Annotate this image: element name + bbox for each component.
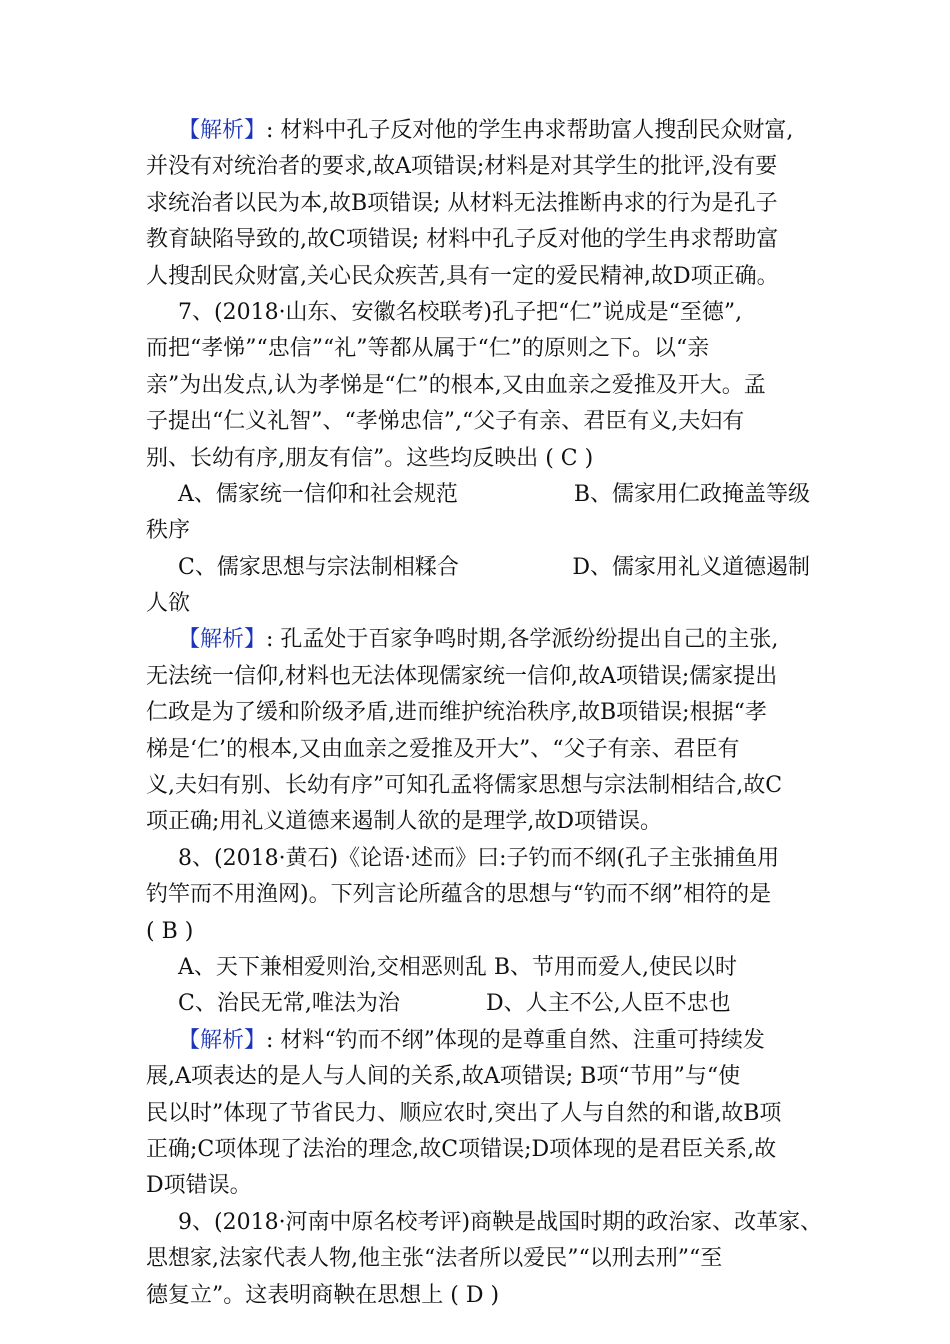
- question-stem-line: 9、(2018·河南中原名校考评)商鞅是战国时期的政治家、改革家、: [178, 1209, 823, 1235]
- question-7: [146, 295, 810, 477]
- question-8: [146, 841, 810, 950]
- option-row: [146, 986, 810, 1022]
- analysis-tag: 【解析】: [178, 118, 267, 143]
- question-stem-line: 思想家,法家代表人物,他主张“法者所以爱民”“以刑去刑”“至: [146, 1246, 723, 1272]
- option-a: A、儒家统一信仰和社会规范: [178, 481, 458, 507]
- question-stem-line: 子提出“仁义礼智”、“孝悌忠信”,“父子有亲、君臣有义,夫妇有: [146, 409, 745, 435]
- analysis-q8: [146, 1023, 810, 1205]
- option-d: D、人主不公,人臣不忠也: [486, 991, 731, 1017]
- option-b-continuation: 秩序: [146, 518, 191, 544]
- option-c: C、儒家思想与宗法制相糅合: [178, 554, 459, 580]
- option-row: [146, 477, 810, 513]
- analysis-line: 【解析】: 材料“钓而不纲”体现的是尊重自然、注重可持续发: [178, 1027, 765, 1053]
- option-d-continuation: 人欲: [146, 591, 191, 617]
- analysis-line: 求统治者以民为本,故B项错误; 从材料无法推断冉求的行为是孔子: [146, 190, 778, 216]
- analysis-line: 并没有对统治者的要求,故A项错误;材料是对其学生的批评,没有要: [146, 154, 778, 180]
- document-body: [146, 113, 823, 1314]
- analysis-line: 正确;C项体现了法治的理念,故C项错误;D项体现的是君臣关系,故: [146, 1136, 777, 1162]
- question-stem-line: 钓竿而不用渔网)。下列言论所蕴含的思想与“钓而不纲”相符的是: [146, 882, 772, 908]
- option-d: D、儒家用礼义道德遏制: [572, 554, 810, 580]
- option-row: [146, 550, 810, 586]
- analysis-q7: [146, 622, 810, 840]
- question-7-options: [146, 477, 810, 623]
- analysis-tag: 【解析】: [178, 627, 267, 653]
- analysis-line: D项错误。: [146, 1173, 252, 1199]
- analysis-tag: 【解析】: [178, 1027, 267, 1053]
- option-c: C、治民无常,唯法为治: [178, 991, 400, 1017]
- option-b: B、儒家用仁政掩盖等级: [573, 481, 810, 507]
- question-stem-line: 别、长幼有序,朋友有信”。这些均反映出 ( C ): [146, 445, 594, 471]
- analysis-line: 义,夫妇有别、长幼有序”可知孔孟将儒家思想与宗法制相结合,故C: [146, 773, 783, 799]
- analysis-line: 仁政是为了缓和阶级矛盾,进而维护统治秩序,故B项错误;根据“孝: [146, 700, 767, 726]
- question-8-options: [146, 950, 810, 1023]
- analysis-line: 梯是‘仁’的根本,又由血亲之爱推及开大”、“父子有亲、君臣有: [146, 736, 740, 762]
- question-9: [146, 1205, 823, 1314]
- analysis-q6: [146, 113, 810, 295]
- question-stem-line: 而把“孝悌”“忠信”“礼”等都从属于“仁”的原则之下。以“亲: [146, 336, 710, 362]
- analysis-line: 【解析】: 材料中孔子反对他的学生冉求帮助富人搜刮民众财富,: [178, 118, 794, 143]
- question-stem-line: 7、(2018·山东、安徽名校联考)孔子把“仁”说成是“至德”,: [178, 299, 743, 325]
- question-stem-line: 亲”为出发点,认为孝悌是“仁”的根本,又由血亲之爱推及开大。孟: [146, 372, 766, 398]
- question-stem-line: 8、(2018·黄石)《论语·述而》曰:子钓而不纲(孔子主张捕鱼用: [178, 845, 780, 871]
- analysis-line: 展,A项表达的是人与人间的关系,故A项错误; B项“节用”与“使: [146, 1064, 741, 1090]
- analysis-line: 教育缺陷导致的,故C项错误; 材料中孔子反对他的学生冉求帮助富: [146, 227, 779, 253]
- analysis-line: 项正确;用礼义道德来遏制人欲的是理学,故D项错误。: [146, 809, 663, 835]
- option-row: A、天下兼相爱则治,交相恶则乱 B、节用而爱人,使民以时: [178, 954, 738, 980]
- analysis-line: 人搜刮民众财富,关心民众疾苦,具有一定的爱民精神,故D项正确。: [146, 263, 779, 289]
- analysis-line: 民以时”体现了节省民力、顺应农时,突出了人与自然的和谐,故B项: [146, 1100, 782, 1126]
- analysis-line: 【解析】: 孔孟处于百家争鸣时期,各学派纷纷提出自己的主张,: [178, 627, 779, 653]
- question-stem-line: 德复立”。这表明商鞅在思想上 ( D ): [146, 1282, 500, 1308]
- question-stem-line: ( B ): [146, 918, 194, 944]
- analysis-line: 无法统一信仰,材料也无法体现儒家统一信仰,故A项错误;儒家提出: [146, 663, 778, 689]
